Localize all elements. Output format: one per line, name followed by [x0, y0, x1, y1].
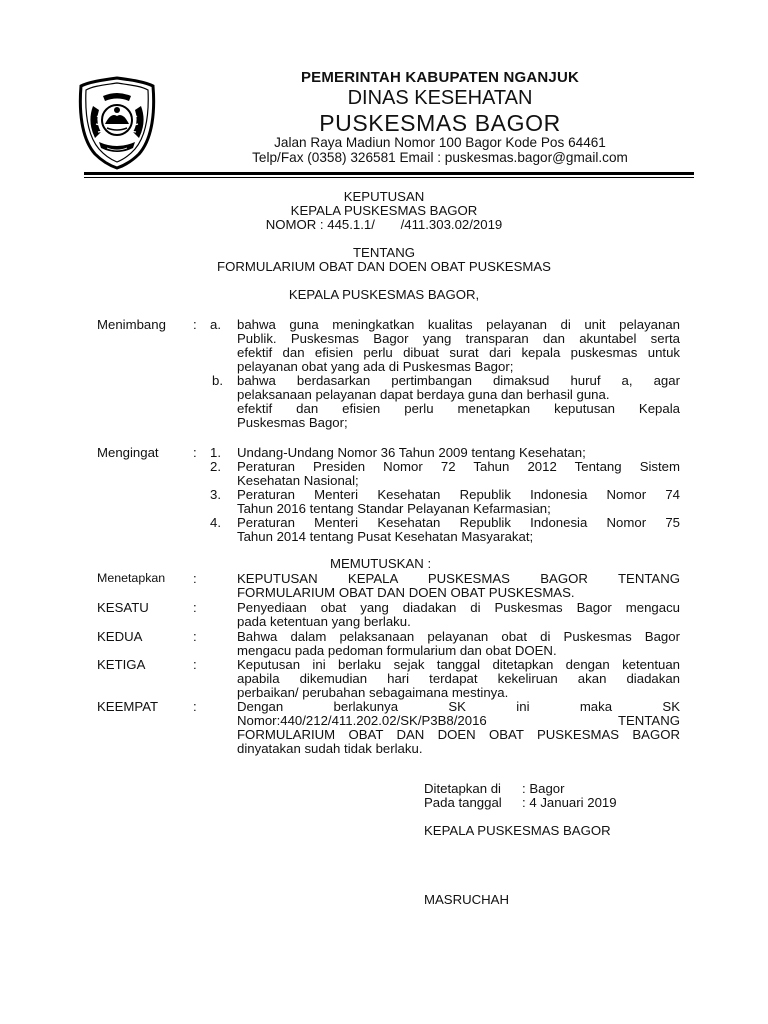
decree-number: NOMOR : 445.1.1/ /411.303.02/2019 — [265, 217, 503, 232]
signature-name: MASRUCHAH — [424, 892, 509, 907]
decision-text-line: Dengan berlakunya SK ini maka SK — [237, 699, 680, 714]
mengingat-item-1-line: Undang-Undang Nomor 36 Tahun 2009 tentang Kesehatan; — [237, 445, 586, 460]
signature-place-label: Ditetapkan di — [424, 781, 501, 796]
decree-subject: FORMULARIUM OBAT DAN DOEN OBAT PUSKESMAS — [217, 259, 551, 274]
decree-heading: KEPUTUSAN — [343, 189, 425, 204]
list-marker: 1. — [210, 445, 221, 460]
mengingat-item-4-line: Peraturan Menteri Kesehatan Republik Indonesia Nomor 75 — [237, 515, 680, 530]
mengingat-item-2-line: Kesehatan Nasional; — [237, 473, 359, 488]
menimbang-item-b-line: Puskesmas Bagor; — [237, 415, 348, 430]
signature-date-label: Pada tanggal — [424, 795, 502, 810]
decision-label: KEDUA — [97, 629, 143, 644]
signature-position: KEPALA PUSKESMAS BAGOR — [424, 823, 611, 838]
mengingat-item-4-line: Tahun 2014 tentang Pusat Kesehatan Masyarakat; — [237, 529, 534, 544]
decision-text-line: FORMULARIUM OBAT DAN DOEN OBAT PUSKESMAS BAGOR — [237, 727, 680, 742]
organization-address: Jalan Raya Madiun Nomor 100 Bagor Kode Pos 64461 — [274, 135, 606, 150]
decision-text-line: pada ketentuan yang berlaku. — [237, 614, 411, 629]
list-marker: b. — [212, 373, 223, 388]
organization-name: PUSKESMAS BAGOR — [319, 110, 561, 136]
organization-contact: Telp/Fax (0358) 326581 Email : puskesmas.bagor@gmail.com — [252, 150, 628, 165]
decision-text-line: mengacu pada pedoman formularium dan obat DOEN. — [237, 643, 557, 658]
letterhead-thin-rule — [84, 177, 694, 178]
decision-label: Menetapkan — [97, 571, 166, 585]
decree-about-label: TENTANG — [352, 245, 416, 260]
decision-label: KESATU — [97, 600, 149, 615]
decision-text-line: apabila dikemudian hari terdapat kekeliruan akan diadakan — [237, 671, 680, 686]
menimbang-item-a-line: bahwa guna meningkatkan kualitas pelayanan di unit pelayanan — [237, 317, 680, 332]
list-marker: a. — [210, 317, 221, 332]
list-marker: 4. — [210, 515, 221, 530]
decision-text-line: Bahwa dalam pelaksanaan pelayanan obat di Puskesmas Bagor — [237, 629, 680, 644]
list-marker: 2. — [210, 459, 221, 474]
decision-label: KEEMPAT — [97, 699, 159, 714]
signature-place-value: : Bagor — [522, 781, 565, 796]
menimbang-item-b-line: bahwa berdasarkan pertimbangan dimaksud huruf a, agar — [237, 373, 680, 388]
mengingat-label: Mengingat — [97, 445, 159, 460]
decision-text-line: Penyediaan obat yang diadakan di Puskesmas Bagor mengacu — [237, 600, 680, 615]
signature-date-value: : 4 Januari 2019 — [522, 795, 617, 810]
decision-text-line: dinyatakan sudah tidak berlaku. — [237, 741, 423, 756]
decree-issuer-address: KEPALA PUSKESMAS BAGOR, — [288, 287, 480, 302]
decree-issuer: KEPALA PUSKESMAS BAGOR — [290, 203, 478, 218]
decision-text-line: Keputusan ini berlaku sejak tanggal ditetapkan dengan ketentuan — [237, 657, 680, 672]
decision-colon: : — [193, 571, 197, 586]
decision-colon: : — [193, 600, 197, 615]
menimbang-item-a-line: efektif dan efisien perlu dibuat surat dari kepala puskesmas untuk — [237, 345, 680, 360]
mengingat-item-2-line: Peraturan Presiden Nomor 72 Tahun 2012 Tentang Sistem — [237, 459, 680, 474]
decision-text-line: KEPUTUSAN KEPALA PUSKESMAS BAGOR TENTANG — [237, 571, 680, 586]
menimbang-item-a-line: Publik. Puskesmas Bagor yang transparan dan akuntabel serta — [237, 331, 680, 346]
mengingat-item-3-line: Peraturan Menteri Kesehatan Republik Indonesia Nomor 74 — [237, 487, 680, 502]
menimbang-item-b-line: efektif dan efisien perlu menetapkan keputusan Kepala — [237, 401, 680, 416]
decision-text-line: Nomor:440/212/411.202.02/SK/P3B8/2016 TENTANG — [237, 713, 680, 728]
government-name: PEMERINTAH KABUPATEN NGANJUK — [300, 69, 580, 86]
menimbang-label: Menimbang — [97, 317, 166, 332]
decision-colon: : — [193, 699, 197, 714]
mengingat-item-3-line: Tahun 2016 tentang Standar Pelayanan Kefarmasian; — [237, 501, 551, 516]
department-name: DINAS KESEHATAN — [347, 87, 533, 109]
letterhead-thick-rule — [84, 172, 694, 175]
decision-colon: : — [193, 657, 197, 672]
menimbang-colon: : — [193, 317, 197, 332]
list-marker: 3. — [210, 487, 221, 502]
decision-text-line: perbaikan/ perubahan sebagaimana mestinya. — [237, 685, 509, 700]
menimbang-item-b-line: pelaksanaan pelayanan dapat berdaya guna dan berhasil guna. — [237, 387, 610, 402]
decision-label: KETIGA — [97, 657, 146, 672]
mengingat-colon: : — [193, 445, 197, 460]
menimbang-item-a-line: pelayanan obat yang ada di Puskesmas Bagor; — [237, 359, 514, 374]
memutuskan-heading: MEMUTUSKAN : — [330, 556, 432, 571]
government-logo — [77, 76, 157, 170]
decision-text-line: FORMULARIUM OBAT DAN DOEN OBAT PUSKESMAS. — [237, 585, 575, 600]
decision-colon: : — [193, 629, 197, 644]
